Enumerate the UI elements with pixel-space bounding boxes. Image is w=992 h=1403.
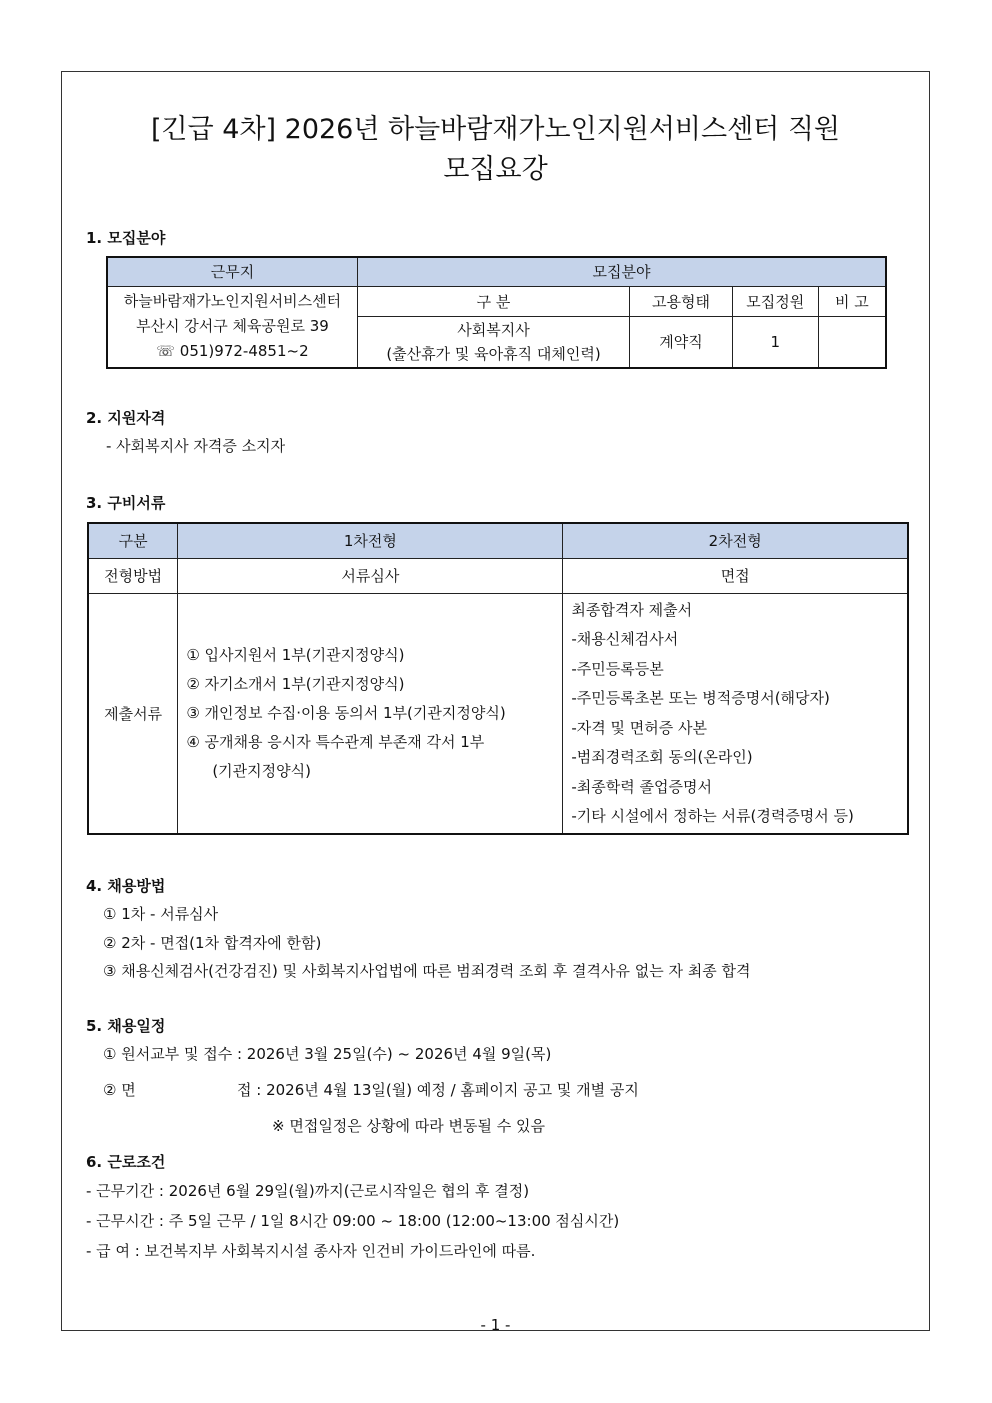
- section-1-heading: 1. 모집분야: [86, 229, 166, 247]
- schedule-interview: 접 : 2026년 4월 13일(월) 예정 / 홈페이지 공고 및 개별 공지: [237, 1081, 639, 1099]
- work-place-address: 부산시 강서구 체육공원로 39: [136, 317, 329, 336]
- schedule-note: ※ 면접일정은 상황에 따라 변동될 수 있음: [272, 1117, 546, 1135]
- page-number: - 1 -: [480, 1316, 511, 1334]
- recruitment-field-table: [106, 256, 887, 369]
- list-item: -채용신체검사서: [571, 630, 679, 648]
- hiring-method-item: ② 2차 - 면접(1차 합격자에 한함): [103, 934, 322, 952]
- schedule-interview-label: ② 면: [103, 1081, 136, 1099]
- employment-type-cell: 계약직: [630, 316, 733, 368]
- work-place-name: 하늘바람재가노인지원서비스센터: [123, 292, 342, 311]
- list-item: ① 입사지원서 1부(기관지정양식): [186, 645, 405, 664]
- section-2-heading: 2. 지원자격: [86, 409, 166, 427]
- list-item: ② 자기소개서 1부(기관지정양식): [186, 674, 405, 693]
- method-second-round: 면접: [563, 558, 908, 593]
- title-line-2: 모집요강: [443, 154, 548, 185]
- header-recruit-field: 모집분야: [357, 257, 886, 286]
- header-note: 비 고: [818, 286, 886, 316]
- list-item: -주민등록등본: [571, 659, 664, 678]
- list-item: ③ 개인정보 수집·이용 동의서 1부(기관지정양식): [186, 703, 506, 722]
- section-6-heading: 6. 근로조건: [86, 1153, 166, 1171]
- header-division: 구분: [88, 523, 178, 558]
- schedule-application: ① 원서교부 및 접수 : 2026년 3월 25일(수) ~ 2026년 4월 9일(목): [103, 1045, 552, 1063]
- list-item: 최종합격자 제출서: [571, 600, 693, 619]
- condition-item: - 근무시간 : 주 5일 근무 / 1일 8시간 09:00 ~ 18:00 (12:00~13:00 점심시간): [86, 1212, 620, 1230]
- work-place-phone: ☏ 051)972-4851~2: [156, 342, 309, 361]
- document-title: [61, 110, 930, 190]
- condition-item: - 근무기간 : 2026년 6월 29일(월)까지(근로시작일은 협의 후 결정): [86, 1182, 530, 1200]
- list-item: ④ 공개채용 응시자 특수관계 부존재 각서 1부: [186, 732, 485, 751]
- header-first-round: 1차전형: [178, 523, 563, 558]
- section-4-heading: 4. 채용방법: [86, 877, 166, 895]
- list-item: -기타 시설에서 정하는 서류(경력증명서 등): [571, 807, 854, 825]
- qualification-item: - 사회복지사 자격증 소지자: [106, 437, 286, 455]
- headcount-cell: 1: [732, 316, 818, 368]
- section-3-heading: 3. 구비서류: [86, 494, 166, 512]
- header-work-place: 근무지: [107, 257, 357, 286]
- hiring-method-item: ① 1차 - 서류심사: [103, 905, 219, 923]
- header-division: 구 분: [357, 286, 629, 316]
- documents-table: [87, 522, 909, 835]
- note-cell: [818, 316, 886, 368]
- list-item: -주민등록초본 또는 병적증명서(해당자): [571, 689, 830, 707]
- title-line-1: [긴급 4차] 2026년 하늘바람재가노인지원서비스센터 직원: [150, 114, 840, 145]
- division-subtitle: (출산휴가 및 육아휴직 대체인력): [386, 344, 601, 363]
- method-label: 전형방법: [88, 558, 178, 593]
- division-cell: [357, 316, 629, 368]
- hiring-method-item: ③ 채용신체검사(건강검진) 및 사회복지사업법에 따른 범죄경력 조회 후 결격사유 없는 자 최종 합격: [103, 962, 751, 980]
- documents-label: 제출서류: [88, 593, 178, 834]
- first-round-documents: [178, 593, 563, 834]
- header-headcount: 모집정원: [732, 286, 818, 316]
- header-second-round: 2차전형: [563, 523, 908, 558]
- second-round-documents: [563, 593, 908, 834]
- list-item: (기관지정양식): [212, 761, 311, 780]
- method-first-round: 서류심사: [178, 558, 563, 593]
- list-item: -자격 및 면허증 사본: [571, 718, 708, 737]
- condition-item: - 급 여 : 보건복지부 사회복지시설 종사자 인건비 가이드라인에 따름.: [86, 1242, 536, 1260]
- list-item: -최종학력 졸업증명서: [571, 777, 712, 796]
- list-item: -범죄경력조회 동의(온라인): [571, 748, 753, 766]
- section-5-heading: 5. 채용일정: [86, 1017, 166, 1035]
- division-title: 사회복지사: [457, 320, 530, 339]
- work-place-cell: [107, 286, 357, 368]
- header-employment-type: 고용형태: [630, 286, 733, 316]
